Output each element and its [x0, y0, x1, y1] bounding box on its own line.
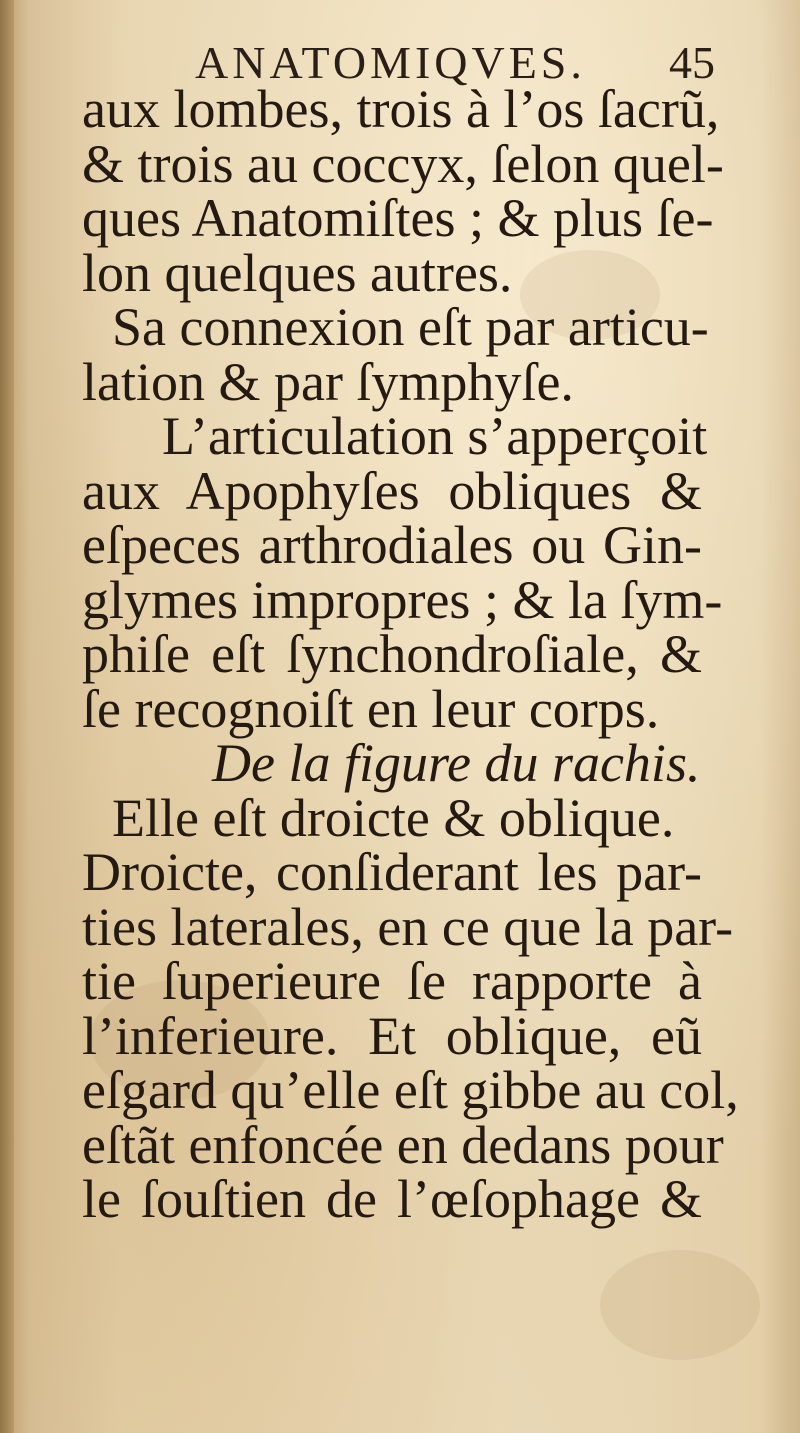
- text-line: eſgard qu’elle eſt gibbe au col,: [82, 1060, 739, 1120]
- page-gutter: [0, 0, 14, 1433]
- text-line: ques Anatomiſtes ; & plus ſe-: [82, 188, 714, 248]
- running-title: ANATOMIQVES.: [195, 37, 586, 88]
- text-line: Sa connexion eſt par articu-: [112, 297, 709, 357]
- text-line: phiſe eſt ſynchondroſiale, &: [82, 624, 702, 684]
- text-line: le ſouſtien de l’œſophage &: [82, 1169, 702, 1229]
- text-line: ties laterales, en ce que la par-: [82, 896, 734, 957]
- text-line: eſpeces arthrodiales ou Gin-: [82, 515, 702, 575]
- text-line: L’articulation s’apperçoit: [162, 406, 708, 466]
- body-text: [82, 79, 739, 1229]
- text-line: ſe recognoiſt en leur corps.: [82, 678, 660, 739]
- text-line: & trois au coccyx, ſelon quel-: [82, 133, 724, 194]
- text-line: aux Apophyſes obliques &: [82, 460, 702, 521]
- page-number: 45: [669, 37, 715, 88]
- text-line: tie ſuperieure ſe rapporte à: [82, 951, 702, 1011]
- text-line: aux lombes, trois à l’os ſacrũ,: [82, 79, 720, 139]
- paper-stain: [600, 1250, 760, 1360]
- text-line: glymes impropres ; & la ſym-: [82, 569, 723, 630]
- text-line: eſtãt enfoncée en dedans pour: [82, 1114, 724, 1175]
- section-heading: De la figure du rachis.: [212, 733, 701, 793]
- text-line: l’inferieure. Et oblique, eũ: [82, 1005, 702, 1066]
- text-line: lation & par ſymphyſe.: [82, 351, 574, 412]
- text-line: lon quelques autres.: [82, 242, 513, 303]
- text-line: Droicte, conſiderant les par-: [82, 842, 702, 902]
- text-line: Elle eſt droicte & oblique.: [112, 787, 675, 848]
